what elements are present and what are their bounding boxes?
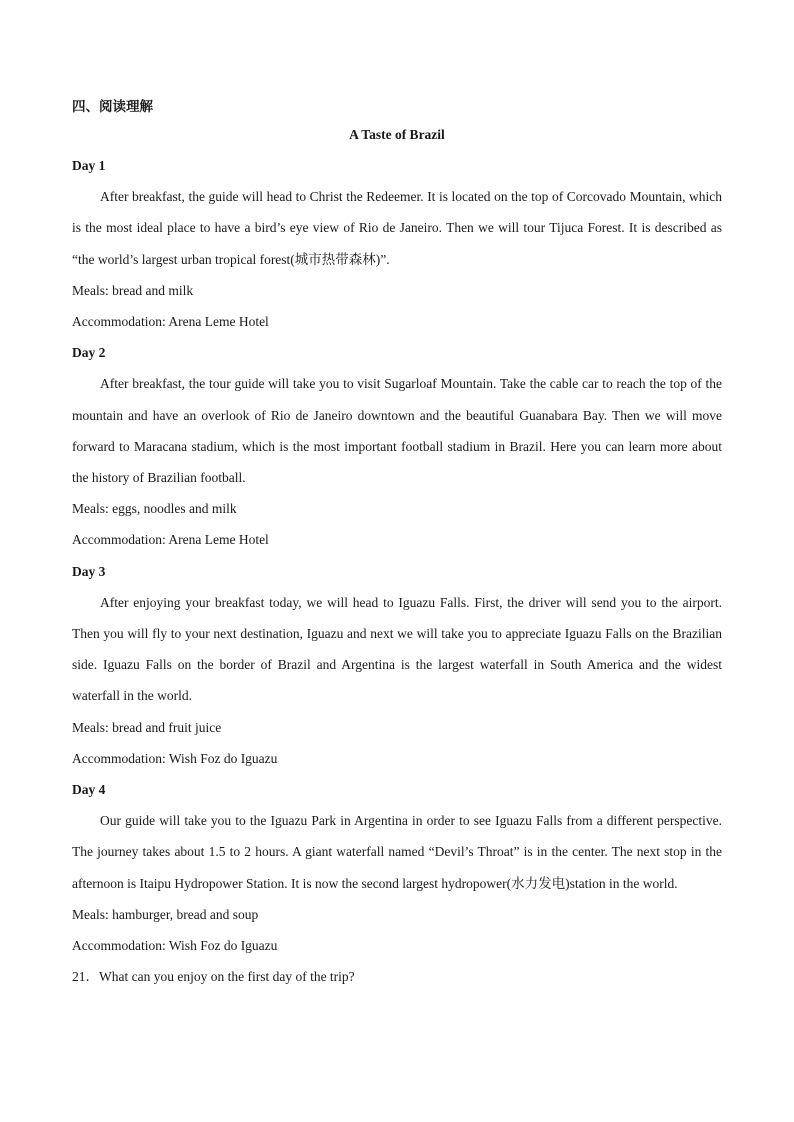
day-2-paragraph: After breakfast, the tour guide will take you to visit Sugarloaf Mountain. Take the cable car to reach the top of the mountain and have an overlook of Rio de Janeiro downtown and the beautiful Guanabara Bay. Then we will move forward to Maracana stadium, which is the most important football stadium in Brazil. Here you can learn more about the history of Brazilian football. — [72, 376, 722, 486]
document-page — [72, 95, 722, 992]
day-3-meals: Meals: bread and fruit juice — [72, 719, 222, 735]
passage-title: A Taste of Brazil — [349, 127, 445, 142]
day-4-accommodation: Accommodation: Wish Foz do Iguazu — [72, 938, 278, 954]
day-4-paragraph: Our guide will take you to the Iguazu Park in Argentina in order to see Iguazu Falls from a different perspective. The journey takes about 1.5 to 2 hours. A giant waterfall named “Devil’s Throat” is in the center. The next stop in the afternoon is Itaipu Hydropower Station. It is now the second largest hydropower(水力发电)station in the world. — [72, 813, 722, 891]
day-1-accommodation: Accommodation: Arena Leme Hotel — [72, 314, 269, 330]
day-2-accommodation: Accommodation: Arena Leme Hotel — [72, 532, 269, 548]
day-1-block — [72, 150, 722, 337]
day-1-paragraph: After breakfast, the guide will head to Christ the Redeemer. It is located on the top of Corcovado Mountain, which is the most ideal place to have a bird’s eye view of Rio de Janeiro. Then we will tour Tijuca Forest. It is described as “the world’s largest urban tropical forest(城市热带森林)”. — [72, 189, 722, 267]
day-2-meals: Meals: eggs, noodles and milk — [72, 501, 237, 517]
day-1-meals: Meals: bread and milk — [72, 282, 194, 298]
day-1-heading: Day 1 — [72, 158, 106, 173]
day-2-block — [72, 337, 722, 555]
day-2-heading: Day 2 — [72, 345, 106, 361]
question-21: 21．What can you enjoy on the first day of the trip? — [72, 969, 355, 985]
day-4-block — [72, 774, 722, 961]
day-3-heading: Day 3 — [72, 563, 106, 579]
day-4-meals: Meals: hamburger, bread and soup — [72, 906, 259, 922]
day-3-accommodation: Accommodation: Wish Foz do Iguazu — [72, 750, 278, 766]
day-3-paragraph: After enjoying your breakfast today, we will head to Iguazu Falls. First, the driver will send you to the airport. Then you will fly to your next destination, Iguazu and next we will take you to appreciate Iguazu Falls on the Brazilian side. Iguazu Falls on the border of Brazil and Argentina is the largest waterfall in South America and the widest waterfall in the world. — [72, 594, 722, 704]
day-3-block — [72, 556, 722, 774]
day-4-heading: Day 4 — [72, 782, 106, 798]
section-title: 四、阅读理解 — [72, 99, 153, 115]
